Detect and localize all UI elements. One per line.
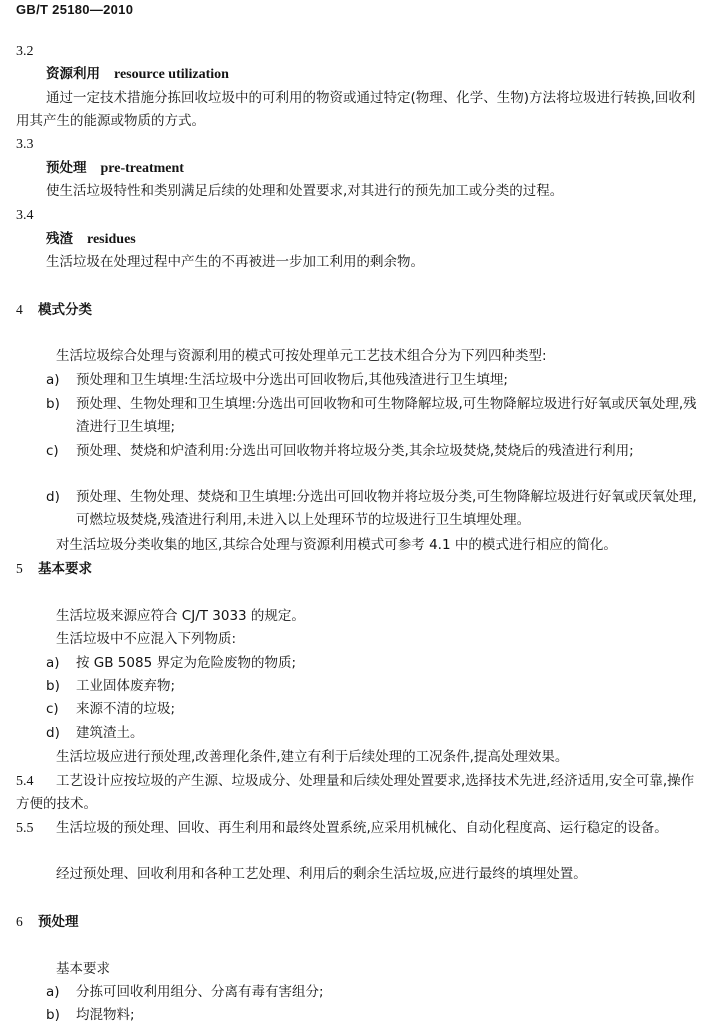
clause-5-5 — [16, 817, 706, 840]
clause-text: 生活垃圾中不应混入下列物质: — [56, 631, 237, 647]
term-definition: 生活垃圾在处理过程中产生的不再被进一步加工利用的剩余物。 — [46, 254, 424, 270]
clause-5-1 — [16, 605, 706, 628]
list-text: 均混物料; — [76, 1007, 135, 1023]
section-number: 5 — [16, 561, 23, 576]
list-text: 预处理和卫生填埋:生活垃圾中分选出可回收物后,其他残渣进行卫生填埋; — [76, 372, 508, 388]
list-item — [46, 440, 706, 463]
clause-5-3 — [16, 746, 706, 769]
clause-5-6 — [16, 863, 706, 886]
clause-number: 5.4 — [16, 774, 34, 789]
clause-text: 工艺设计应按垃圾的产生源、垃圾成分、处理量和后续处理处置要求,选择技术先进,经济适用,安全可靠,操作方便的技术。 — [16, 773, 695, 812]
list-text: 预处理、焚烧和炉渣利用:分选出可回收物并将垃圾分类,其余垃圾焚烧,焚烧后的残渣进行利用; — [76, 443, 634, 459]
section-heading-6 — [16, 910, 706, 934]
term-3-2 — [16, 40, 706, 63]
term-definition: 通过一定技术措施分拣回收垃圾中的可利用的物资或通过特定(物理、化学、生物)方法将垃圾进行转换,回收利用其产生的能源或物质的方式。 — [16, 90, 696, 129]
list-marker: c) — [46, 443, 59, 459]
term-zh: 预处理 — [46, 160, 87, 176]
list-text: 建筑渣土。 — [76, 725, 144, 741]
list-item — [46, 981, 706, 1004]
list-marker: a) — [46, 984, 60, 1000]
clause-number — [16, 863, 56, 886]
clause-5-4 — [16, 770, 706, 816]
clause-number — [16, 605, 56, 628]
list-text: 预处理、生物处理和卫生填埋:分选出可回收物和可生物降解垃圾,可生物降解垃圾进行好氧或厌氧处理,残渣进行卫生填埋; — [76, 396, 697, 435]
term-title — [16, 157, 706, 180]
section-number: 6 — [16, 914, 23, 929]
list-item — [46, 369, 706, 392]
list-marker: a) — [46, 372, 60, 388]
list-text: 按 GB 5085 界定为危险废物的物质; — [76, 655, 297, 671]
section-title: 模式分类 — [38, 302, 92, 318]
term-3-3 — [16, 133, 706, 156]
list-item — [46, 652, 706, 675]
clause-text: 生活垃圾综合处理与资源利用的模式可按处理单元工艺技术组合分为下列四种类型: — [56, 348, 547, 364]
list-marker: d) — [46, 725, 60, 741]
clause-4-1 — [16, 345, 706, 368]
section-title: 基本要求 — [38, 561, 92, 577]
term-title — [16, 63, 706, 86]
clause-text: 基本要求 — [56, 961, 110, 977]
clause-5-2 — [16, 628, 706, 651]
list-marker: a) — [46, 655, 60, 671]
clause-text: 生活垃圾来源应符合 CJ/T 3033 的规定。 — [56, 608, 305, 624]
clause-text: 生活垃圾应进行预处理,改善理化条件,建立有利于后续处理的工况条件,提高处理效果。 — [56, 749, 569, 765]
list-item — [46, 698, 706, 721]
section-heading-4 — [16, 298, 706, 322]
term-en: resource utilization — [114, 67, 229, 82]
list-text: 工业固体废弃物; — [76, 678, 176, 694]
clause-4-2 — [16, 534, 706, 557]
list-text: 分拣可回收利用组分、分离有毒有害组分; — [76, 984, 324, 1000]
standard-header: GB/T 25180—2010 — [16, 2, 134, 17]
list-item — [46, 393, 706, 439]
clause-6-1 — [16, 958, 706, 981]
list-marker: b) — [46, 396, 60, 412]
list-marker: d) — [46, 489, 60, 505]
term-3-4 — [16, 204, 706, 227]
clause-text: 经过预处理、回收利用和各种工艺处理、利用后的剩余生活垃圾,应进行最终的填埋处置。 — [56, 866, 587, 882]
term-en: pre-treatment — [100, 161, 184, 176]
term-title — [16, 228, 706, 251]
term-zh: 残渣 — [46, 231, 73, 247]
section-title: 预处理 — [38, 914, 79, 930]
term-number: 3.3 — [16, 137, 34, 152]
list-text: 来源不清的垃圾; — [76, 701, 176, 717]
list-item — [46, 486, 706, 532]
clause-text: 生活垃圾的预处理、回收、再生利用和最终处置系统,应采用机械化、自动化程度高、运行稳定的设备。 — [56, 820, 668, 836]
list-item — [46, 1004, 706, 1027]
section-number: 4 — [16, 302, 23, 317]
term-en: residues — [87, 232, 136, 247]
term-zh: 资源利用 — [46, 66, 100, 82]
list-item — [46, 675, 706, 698]
clause-number — [16, 628, 56, 651]
list-item — [46, 722, 706, 745]
list-marker: b) — [46, 678, 60, 694]
clause-number — [16, 958, 56, 981]
clause-number — [16, 534, 56, 557]
clause-number: 5.5 — [16, 821, 34, 836]
list-marker: c) — [46, 701, 59, 717]
section-heading-5 — [16, 557, 706, 581]
term-number: 3.4 — [16, 208, 34, 223]
clause-number — [16, 345, 56, 368]
clause-text: 对生活垃圾分类收集的地区,其综合处理与资源利用模式可参考 4.1 中的模式进行相应的简化。 — [56, 537, 617, 553]
clause-number — [16, 746, 56, 769]
list-text: 预处理、生物处理、焚烧和卫生填埋:分选出可回收物并将垃圾分类,可生物降解垃圾进行好氧或厌氧处理,可燃垃圾焚烧,残渣进行利用,未进入以上处理环节的垃圾进行卫生填埋处理。 — [76, 489, 697, 528]
list-marker: b) — [46, 1007, 60, 1023]
term-number: 3.2 — [16, 44, 34, 59]
term-definition: 使生活垃圾特性和类别满足后续的处理和处置要求,对其进行的预先加工或分类的过程。 — [46, 183, 564, 199]
